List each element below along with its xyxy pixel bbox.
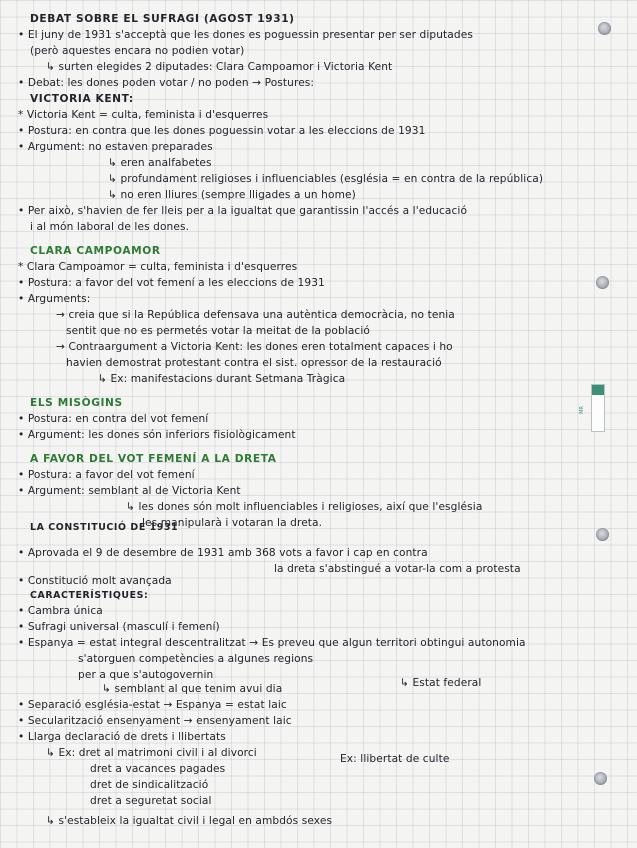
note-line: • Arguments: [18,293,91,305]
section-heading: CARACTERÍSTIQUES: [30,590,149,601]
binder-hole-icon [594,772,607,785]
note-line: dret a vacances pagades [90,763,226,775]
note-line: • Espanya = estat integral descentralitzat → Es preveu que algun territori obtingui autonomia [18,637,526,649]
section-heading: ELS MISÒGINS [30,397,123,409]
page-tab-sticker [578,384,605,432]
note-line: ↳ Ex: manifestacions durant Setmana Tràgica [98,373,346,385]
section-heading: VICTORIA KENT: [30,93,134,105]
note-line: • Argument: les dones són inferiors fisiològicament [18,429,296,441]
section-heading: LA CONSTITUCIÓ DE 1931 [30,522,179,533]
note-line: ↳ profundament religioses i influenciables (església = en contra de la república) [108,173,544,185]
note-line: ↳ eren analfabetes [108,157,212,169]
note-line: • Sufragi universal (masculí i femení) [18,621,220,633]
note-line: → creia que si la República defensava una autèntica democràcia, no tenia [56,309,455,321]
note-line: • Secularització ensenyament → ensenyament laic [18,715,292,727]
note-line: ↳ Estat federal [400,677,482,689]
note-line: dret de sindicalització [90,779,209,791]
note-line: • Postura: en contra del vot femení [18,413,209,425]
note-line: la dreta s'abstingué a votar-la com a protesta [274,563,521,575]
section-heading: A FAVOR DEL VOT FEMENÍ A LA DRETA [30,453,277,465]
note-line: • Cambra única [18,605,103,617]
note-line: ↳ surten elegides 2 diputades: Clara Campoamor i Victoria Kent [46,61,393,73]
note-line: i al món laboral de les dones. [30,221,190,233]
binder-hole-icon [596,528,609,541]
note-line: • Argument: no estaven preparades [18,141,213,153]
note-line: • Postura: a favor del vot femení a les eleccions de 1931 [18,277,325,289]
section-heading: DEBAT SOBRE EL SUFRAGI (AGOST 1931) [30,13,295,25]
note-line: dret a seguretat social [90,795,212,807]
note-line: ↳ semblant al que tenim avui dia [102,683,283,695]
note-line: • Postura: a favor del vot femení [18,469,195,481]
note-line: * Clara Campoamor = culta, feminista i d'esquerres [18,261,298,273]
tab-label: MR [578,406,585,414]
note-line: • El juny de 1931 s'acceptà que les dones es poguessin presentar per ser diputades [18,29,473,41]
note-line: • Postura: en contra que les dones poguessin votar a les eleccions de 1931 [18,125,426,137]
binder-hole-icon [598,22,611,35]
note-line: (però aquestes encara no podien votar) [30,45,245,57]
note-line: per a que s'autogovernin [78,669,214,681]
note-line: * Victoria Kent = culta, feminista i d'esquerres [18,109,269,121]
note-line: sentit que no es permetés votar la meitat de la població [66,325,370,337]
note-line: ↳ Ex: dret al matrimoni civil i al divorci [46,747,257,759]
note-line: • Per això, s'havien de fer lleis per a la igualtat que garantissin l'accés a l'educació [18,205,468,217]
note-line: s'atorguen competències a algunes regions [78,653,314,665]
note-line: ↳ no eren lliures (sempre lligades a un home) [108,189,356,201]
tab-stripe [592,385,604,395]
note-line: • Llarga declaració de drets i llibertats [18,731,226,743]
note-line: havien demostrat protestant contra el sist. opressor de la restauració [66,357,442,369]
binder-hole-icon [596,276,609,289]
note-line: ↳ les dones són molt influenciables i religioses, així que l'església [126,501,483,513]
note-line: • Aprovada el 9 de desembre de 1931 amb 368 vots a favor i cap en contra [18,547,428,559]
note-line: → Contraargument a Victoria Kent: les dones eren totalment capaces i ho [56,341,453,353]
note-line: Ex: llibertat de culte [340,753,450,765]
section-heading: CLARA CAMPOAMOR [30,245,161,257]
note-line: • Argument: semblant al de Victoria Kent [18,485,241,497]
note-line: les manipularà i votaran la dreta. [142,517,323,529]
note-line: • Separació església-estat → Espanya = estat laic [18,699,287,711]
note-line: • Constitució molt avançada [18,575,172,587]
note-line: • Debat: les dones poden votar / no poden → Postures: [18,77,315,89]
note-line: ↳ s'estableix la igualtat civil i legal en ambdós sexes [46,815,333,827]
